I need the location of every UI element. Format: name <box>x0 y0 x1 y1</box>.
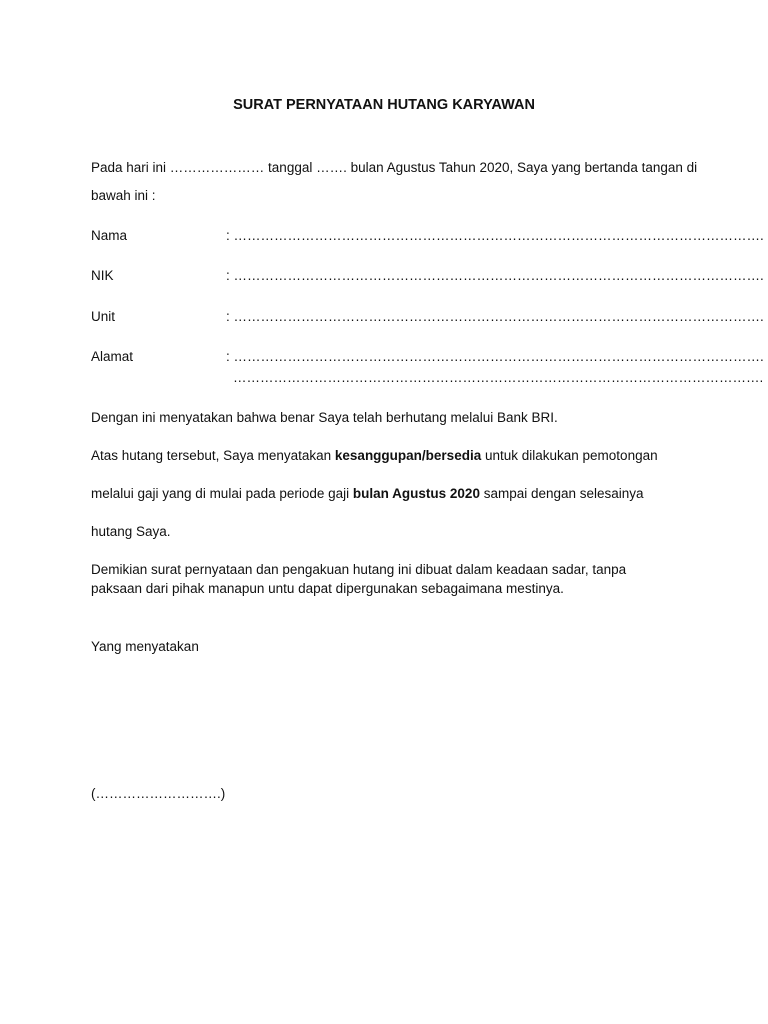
field-label-alamat: Alamat <box>91 349 134 364</box>
field-label-unit: Unit <box>91 309 116 324</box>
paragraph-commitment-line-1 <box>91 447 658 465</box>
paragraph-closing-line-1: Demikian surat pernyataan dan pengakuan hutang ini dibuat dalam keadaan sadar, tanpa <box>91 562 627 577</box>
field-label-nama: Nama <box>91 228 128 243</box>
commitment-text-a-end: untuk dilakukan pemotongan <box>481 448 658 463</box>
intro-line-1: Pada hari ini ………………… tanggal ……. bulan Agustus Tahun 2020, Saya yang bertanda tangan di <box>91 160 698 175</box>
paragraph-debt-statement: Dengan ini menyatakan bahwa benar Saya telah berhutang melalui Bank BRI. <box>91 410 558 425</box>
commitment-text-b-end: sampai dengan selesainya <box>479 486 644 501</box>
intro-line-2: bawah ini : <box>91 188 156 203</box>
field-label-nik: NIK <box>91 268 114 283</box>
commitment-bold-b: bulan Agustus 2020 <box>352 486 480 501</box>
commitment-text-a: Atas hutang tersebut, Saya menyatakan <box>91 448 335 463</box>
signature-label: Yang menyatakan <box>91 639 199 654</box>
field-value-unit: : ………………………………………………………………………………………………………. <box>226 309 764 324</box>
commitment-bold-a: kesanggupan/bersedia <box>334 448 482 463</box>
paragraph-commitment-line-2 <box>91 485 644 503</box>
field-value-nik: : ………………………………………………………………………………………………………. <box>226 268 764 283</box>
field-value-alamat: : ………………………………………………………………………………………………………. <box>226 349 764 364</box>
paragraph-commitment-line-3: hutang Saya. <box>91 524 171 539</box>
signature-name-placeholder: (……………………….) <box>91 786 226 801</box>
commitment-text-b: melalui gaji yang di mulai pada periode gaji <box>91 486 353 501</box>
paragraph-closing-line-2: paksaan dari pihak manapun untu dapat dipergunakan sebagaimana mestinya. <box>91 581 564 596</box>
field-value-alamat-line-2: ………………………………………………………………………………………………………. <box>233 370 764 385</box>
field-value-nama: : ………………………………………………………………………………………………………. <box>226 228 764 243</box>
document-title: SURAT PERNYATAAN HUTANG KARYAWAN <box>233 97 535 113</box>
